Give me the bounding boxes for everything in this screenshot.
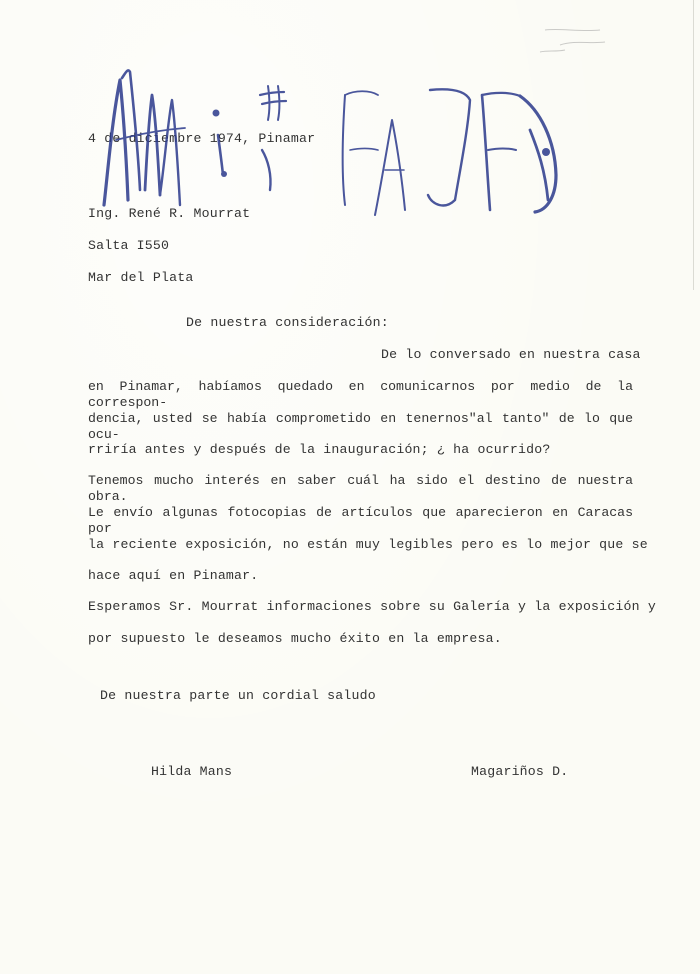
date-line: 4 de diciembre 1974, Pinamar <box>88 131 316 146</box>
recipient-name: Ing. René R. Mourrat <box>88 206 251 221</box>
recipient-city: Mar del Plata <box>88 270 194 285</box>
body-line-6: Le envío algunas fotocopias de artículos que aparecieron en Caracas por <box>88 505 633 536</box>
body-line-1: De lo conversado en nuestra casa <box>381 347 641 362</box>
signature-right: Magariños D. <box>471 764 569 779</box>
signature-left: Hilda Mans <box>151 764 233 779</box>
body-line-9: Esperamos Sr. Mourrat informaciones sobre su Galería y la exposición y <box>88 599 656 614</box>
body-line-8: hace aquí en Pinamar. <box>88 568 259 583</box>
closing: De nuestra parte un cordial saludo <box>100 688 376 703</box>
body-line-2: en Pinamar, habíamos quedado en comunicarnos por medio de la correspon- <box>88 379 633 410</box>
body-line-4: rriría antes y después de la inauguración; ¿ ha ocurrido? <box>88 442 551 457</box>
body-line-10: por supuesto le deseamos mucho éxito en la empresa. <box>88 631 502 646</box>
body-line-5: Tenemos mucho interés en saber cuál ha sido el destino de nuestra obra. <box>88 473 633 504</box>
body-line-7: la reciente exposición, no están muy legibles pero es lo mejor que se <box>88 537 648 552</box>
recipient-street: Salta I550 <box>88 238 170 253</box>
body-line-3: dencia, usted se había comprometido en tenernos"al tanto" de lo que ocu- <box>88 411 633 442</box>
salutation: De nuestra consideración: <box>186 315 389 330</box>
